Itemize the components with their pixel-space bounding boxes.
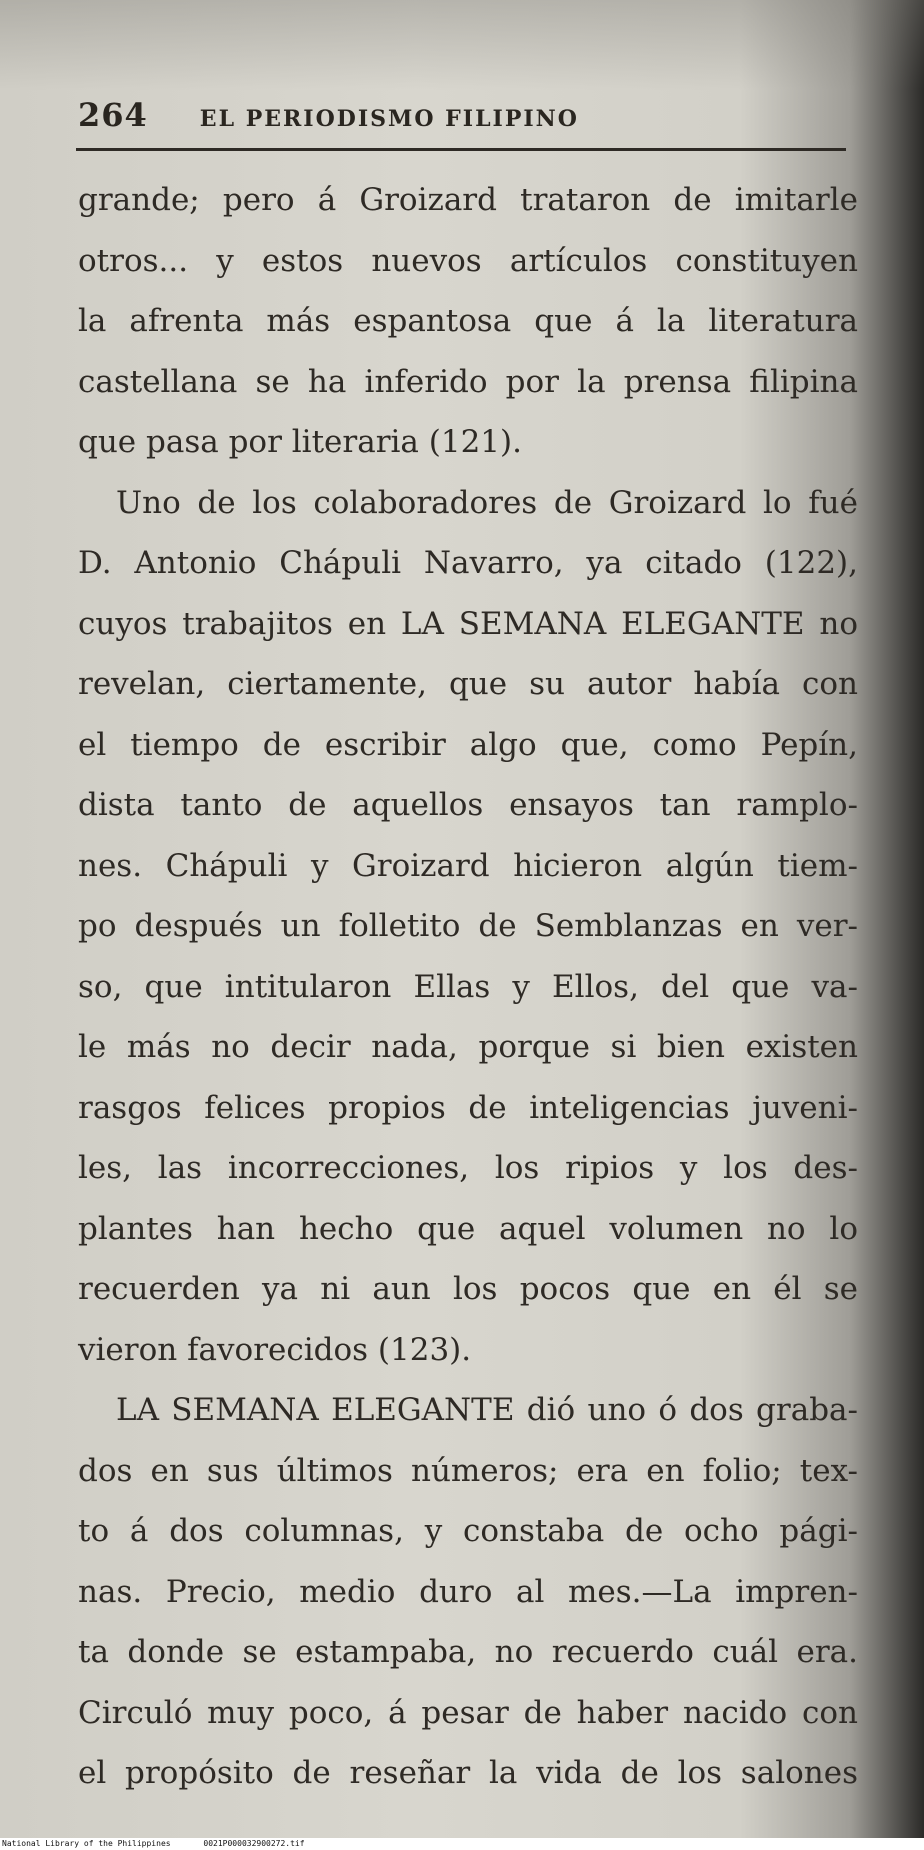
text-line: Circuló muy poco, á pesar de haber nacido con — [78, 1694, 858, 1731]
text-line: revelan, ciertamente, que su autor había con — [78, 666, 858, 702]
text-line: dista tanto de aquellos ensayos tan ramplo- — [78, 787, 858, 823]
text-line: que pasa por literaria (121). — [78, 424, 522, 460]
text-line: ta donde se estampaba, no recuerdo cuál era. — [78, 1634, 858, 1670]
text-line: vieron favorecidos (123). — [78, 1331, 472, 1368]
text-line: LA SEMANA ELEGANTE dió uno ó dos graba- — [116, 1392, 858, 1428]
text-line: Uno de los colaboradores de Groizard lo fué — [116, 484, 858, 521]
text-line: recuerden ya ni aun los pocos que en él se — [78, 1271, 858, 1307]
text-line: po después un folletito de Semblanzas en ver- — [78, 908, 858, 944]
page-header — [78, 96, 846, 144]
text-line: cuyos trabajitos en LA SEMANA ELEGANTE no — [78, 605, 858, 642]
text-line: to á dos columnas, y constaba de ocho pági- — [78, 1513, 858, 1549]
text-line: la afrenta más espantosa que á la literatura — [78, 303, 858, 339]
text-line: el propósito de reseñar la vida de los salones — [78, 1755, 858, 1791]
text-line: les, las incorrecciones, los ripios y los des- — [78, 1150, 858, 1186]
text-line: grande; pero á Groizard trataron de imitarle — [78, 182, 858, 218]
body-text — [78, 170, 858, 1804]
footer-library: National Library of the Philippines — [2, 1839, 171, 1848]
page-shading — [0, 0, 924, 90]
scan-footer — [0, 1838, 924, 1850]
text-line: le más no decir nada, porque si bien existen — [78, 1029, 858, 1065]
page-number: 264 — [78, 96, 148, 134]
text-line: so, que intitularon Ellas y Ellos, del que va- — [78, 968, 858, 1005]
header-rule — [76, 148, 846, 151]
text-line: nas. Precio, medio duro al mes.—La impren- — [78, 1573, 858, 1610]
text-line: castellana se ha inferido por la prensa filipina — [78, 363, 858, 400]
text-line: D. Antonio Chápuli Navarro, ya citado (122), — [78, 545, 858, 581]
text-line: otros... y estos nuevos artículos constituyen — [78, 242, 858, 279]
text-line: dos en sus últimos números; era en folio; tex- — [78, 1452, 858, 1489]
footer-file: 0021P000032900272.tif — [203, 1839, 305, 1848]
text-line: rasgos felices propios de inteligencias juveni- — [78, 1089, 858, 1126]
running-title: EL PERIODISMO FILIPINO — [199, 106, 579, 132]
text-line: el tiempo de escribir algo que, como Pepín, — [78, 726, 858, 763]
text-line: nes. Chápuli y Groizard hicieron algún tiem- — [78, 847, 858, 884]
text-line: plantes han hecho que aquel volumen no lo — [78, 1210, 858, 1247]
